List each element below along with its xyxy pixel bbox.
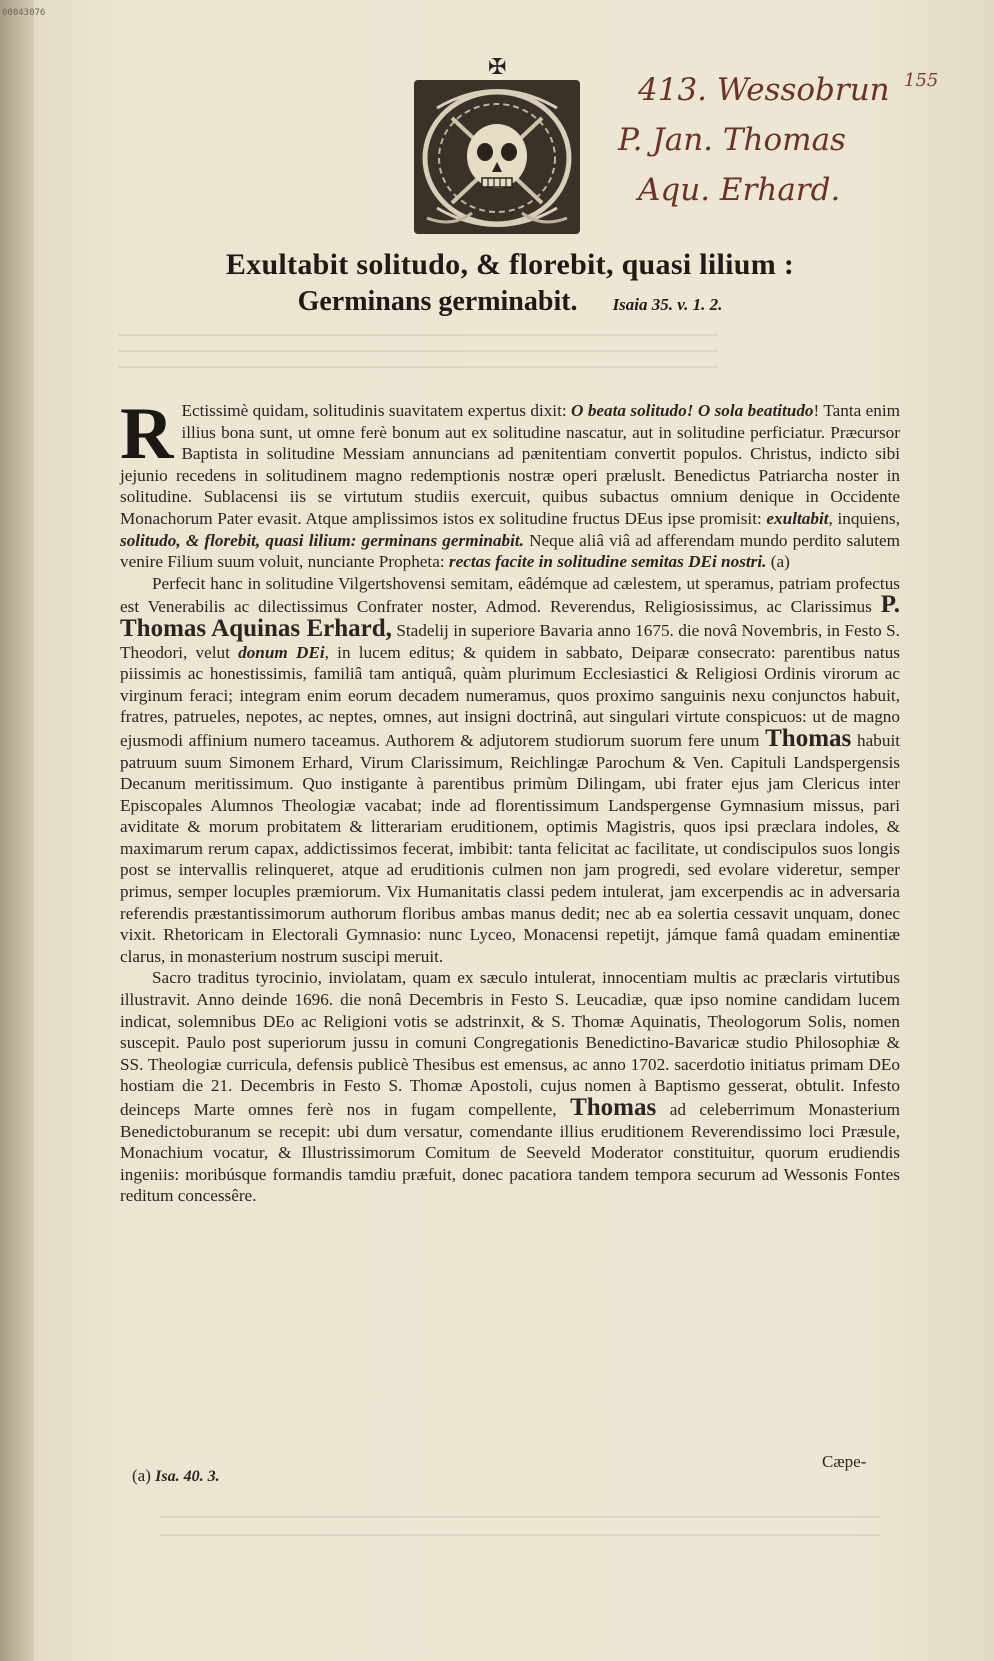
italic-run: donum DEi <box>238 642 325 662</box>
text-run: Ectissimè quidam, solitudinis suavitatem expertus dixit: <box>181 401 572 420</box>
handwriting-line-3: Aqu. Erhard. <box>638 172 841 208</box>
paragraph-3 <box>120 967 900 1207</box>
text-run: Perfecit hanc in solitudine Vilgertshovensi semitam, eâdémque ad cælestem, ut speramus, patriam profectus est Venerabilis ac dilectissimus Confrater noster, Admod. Reverendus, Religiosissimus, ac Clarissimus <box>120 573 900 617</box>
cross-icon: ✠ <box>488 54 507 79</box>
paragraph-2 <box>120 573 900 968</box>
text-run: ad celeberrimum Monasterium Benedictoburanum se recepit: ubi dum versatur, comendante illius eruditionem Reverendissimo loci Præsule, Monachium vocatur, & Illustrissimorum Comitum de Seeveld Moderator constituitur, quorum erudiendis ingeniis: moribúsque formandis tamdiu præfuit, donec pacatiora tandem tempora securum ad Wessonis Fontes reditum concessêre. <box>120 1100 900 1206</box>
footnote-mark: (a) <box>766 552 790 572</box>
text-run: Stadelij in superiore Bavaria anno 1675. die novâ Novembris, in Festo S. Theodori, velut <box>120 620 900 662</box>
footnote-ref: Isa. 40. 3. <box>155 1468 220 1485</box>
title-line-2-text: Germinans germinabit. <box>297 286 578 317</box>
subject-name: P. Thomas Aquinas Erhard, <box>120 591 900 642</box>
italic-run: O beata solitudo! O sola beatitudo <box>571 401 814 420</box>
subject-name: Thomas <box>570 1094 657 1121</box>
subject-name: Thomas <box>765 724 852 752</box>
drop-cap: R <box>120 393 174 475</box>
italic-run: exultabit <box>766 508 829 528</box>
title-block <box>180 248 840 318</box>
bleed-through-top <box>118 320 718 382</box>
title-line-1: Exultabit solitudo, & florebit, quasi lilium : <box>225 248 795 281</box>
text-run: ! Tanta enim illius bona sunt, ut omne ferè bonum aut ex solitudine nascatur, aut in solitudine perficiatur. Præcursor Baptista in solitudine Messiam annuncians ad pænitentiam convertit populos. Christus, indicto sibi jejunio recedens in solitudinem magno redemptionis nostræ operi præluslt. Benedictus Patriarcha noster in solitudine. Sublacensi iis se virtutum studiis exercuit, quibus subactus omnium denique in Occidente Monachorum Pater evasit. Atque amplissimos istos ex solitudine fructus DEus ipse promisit: <box>120 401 900 528</box>
text-run: Sacro traditus tyrocinio, inviolatam, quam ex sæculo intulerat, innocentiam multis ac præclaris virtutibus illustravit. Anno deinde 1696. die nonâ Decembris in Festo S. Leucadiæ, quæ ipso nomine candidam lucem indicat, solemnibus DEo ac Religioni votis se adstrinxit, & S. Thomæ Aquinatis, Theologorum Solis, nomen suscepit. Paulo post superiorum jussu in comuni Congregationis Benedictino-Bavaricæ studio Philosophiæ & SS. Theologiæ curricula, defensis publicè Thesibus est emensus, ac anno 1702. sacerdotio initiatus primam DEo hostiam die 21. Decembris in Festo S. Thomæ Apostoli, cujus nomen à Baptismo gesserat, obtulit. Infesto deinceps Marte omnes ferè nos in fugam compellente, <box>120 968 900 1119</box>
title-line-2 <box>180 286 840 318</box>
handwriting-line-2: P. Jan. Thomas <box>618 122 846 158</box>
handwriting-line-1: 413. Wessobrun <box>638 72 890 108</box>
catchword: Cæpe- <box>822 1452 867 1471</box>
italic-run: rectas facite in solitudine semitas DEi nostri. <box>448 552 767 572</box>
text-run: , in lucem editus; & quidem in sabbato, Deiparæ consecrato: parentibus natus piissimis ac honestissimis, familiâ tam antiquâ, quàm plurimum Ecclesiastici & Religiosi Ordinis virorum ac virginum feraci; integram enim eorum decadem numeramus, quos proximo sanguinis nexu conjunctos habuit, fratres, patrueles, nepotes, ac neptes, omnes, aut insigni doctrinâ, aut singulari virtute conspicuos: ut de magno ejusmodi affinium numero taceamus. Authorem & adjutorem studiorum suorum fere unum <box>120 642 900 750</box>
skull-vignette-icon <box>412 78 582 236</box>
body-text <box>120 393 901 1207</box>
italic-run: solitudo, & florebit, quasi lilium: germinans germinabit. <box>120 530 524 550</box>
binding-gutter <box>0 0 34 1661</box>
footnote <box>132 1466 220 1486</box>
footnote-mark: (a) <box>132 1466 151 1485</box>
handwritten-annotation <box>608 72 948 242</box>
text-run: Neque aliâ viâ ad afferendam mundo perdito salutem venire Filium suum voluit, nunciante Propheta: <box>120 530 900 572</box>
title-scripture-ref: Isaia 35. v. 1. 2. <box>612 295 723 314</box>
paragraph-1 <box>120 393 900 573</box>
archive-id: 00043076 <box>2 8 46 18</box>
folio-number: 155 <box>904 70 939 91</box>
text-run: habuit patruum suum Simonem Erhard, Virum Clarissimum, Reichlingæ Parochum & Ven. Capituli Landspergensis Decanum meritissimum. Quo instigante à parentibus primùm Dilingam, ubi frater ejus jam Clericus inter Episcopales Alumnos Theologiæ vacabat; inde ad florentissimum Landspergense Gymnasium missus, pari aviditate & morum probitatem & litterariam eruditionem, optimis Magistris, quos ipsi præclara indoles, & maximarum rerum capax, addictissimos fecerat, imbibit: tanta felicitat ac facilitate, ut condiscipulos suos longis post se intervallis relinqueret, atque ad eruditionis culmen non jam progredi, sed evolare videretur, semper primus, semper locuples præmiorum. Vix Humanitatis classi pedem intulerat, jam excerpendis ac in adversaria referendis præstantissimorum authorum floribus ambas manus dedit; nec ab ea solertia cessavit unquam, donec vixit. Rhetoricam in Electorali Gymnasio: nunc Lyceo, Monacensi repetijt, jámque famâ quadam eminentiæ clarus, in monasterium nostrum suscipi meruit. <box>120 730 901 966</box>
text-run: , inquiens, <box>828 508 900 528</box>
bleed-through-bottom <box>160 1500 880 1546</box>
